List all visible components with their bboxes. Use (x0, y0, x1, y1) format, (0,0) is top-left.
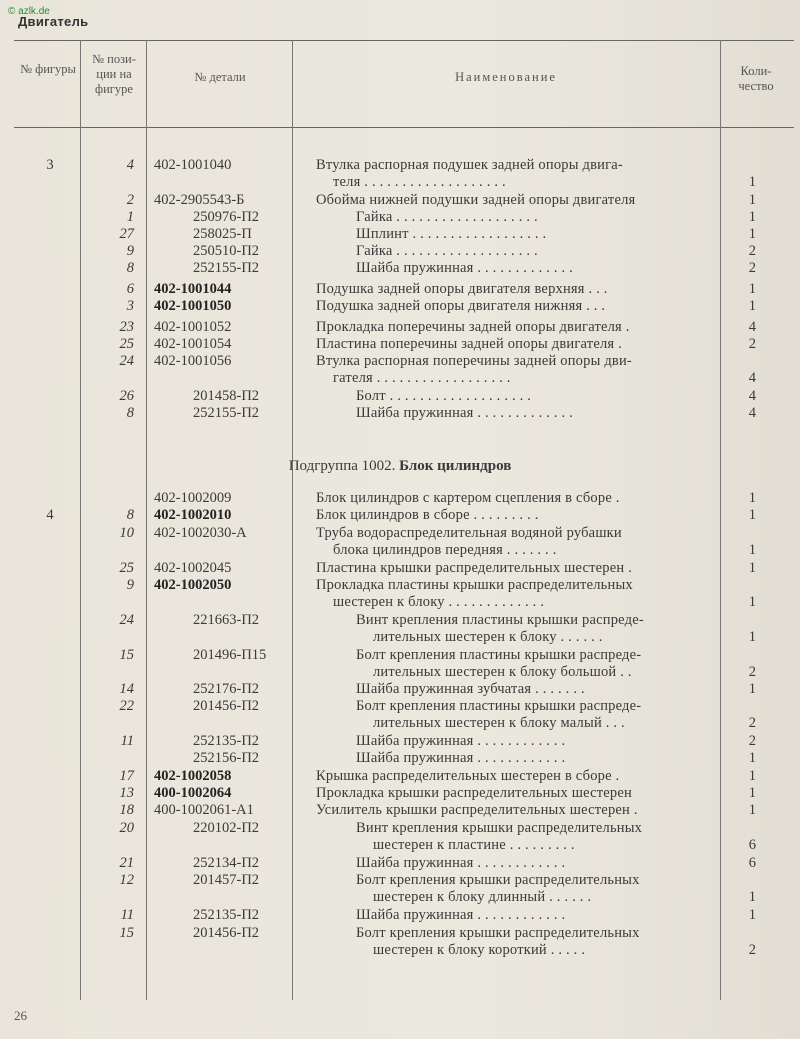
part-name: Болт крепления пластины крышки распреде- (356, 647, 642, 663)
quantity: 1 (748, 490, 756, 506)
part-name: лительных шестерен к блоку большой . . (373, 664, 632, 680)
table-row (0, 525, 800, 542)
quantity: 1 (748, 281, 756, 297)
part-number: 402-1002050 (154, 577, 232, 593)
part-name: Винт крепления пластины крышки распреде- (356, 612, 644, 628)
position-number: 4 (126, 157, 134, 173)
part-name: Пластина поперечины задней опоры двигателя . (316, 336, 622, 352)
table-row (0, 174, 800, 191)
quantity: 2 (748, 942, 756, 958)
position-number: 20 (119, 820, 134, 836)
table-row (0, 698, 800, 715)
table-row (0, 577, 800, 594)
part-number: 402-1002030-А (154, 525, 247, 541)
part-name: Прокладка пластины крышки распределительных (316, 577, 633, 593)
figure-number: 4 (46, 507, 54, 523)
part-number: 252155-П2 (193, 260, 260, 276)
quantity: 1 (748, 298, 756, 314)
quantity: 1 (748, 681, 756, 697)
part-name: Крышка распределительных шестерен в сборе . (316, 768, 620, 784)
quantity: 1 (748, 629, 756, 645)
part-number: 252155-П2 (193, 405, 260, 421)
quantity: 1 (748, 907, 756, 923)
table-row (0, 370, 800, 387)
position-number: 1 (126, 209, 134, 225)
table-row (0, 802, 800, 819)
part-name: шестерен к блоку длинный . . . . . . (373, 889, 592, 905)
part-name: шестерен к блоку . . . . . . . . . . . . . (333, 594, 545, 610)
part-number: 402-2905543-Б (154, 192, 245, 208)
position-number: 13 (119, 785, 134, 801)
quantity: 1 (748, 889, 756, 905)
position-number: 15 (119, 647, 134, 663)
part-name: шестерен к пластине . . . . . . . . . (373, 837, 575, 853)
part-number: 402-1002009 (154, 490, 232, 506)
part-name: Подушка задней опоры двигателя верхняя . . . (316, 281, 608, 297)
watermark: © azlk.de (8, 6, 50, 17)
part-name: Шайба пружинная . . . . . . . . . . . . . (356, 260, 573, 276)
part-name: Втулка распорная подушек задней опоры двига- (316, 157, 623, 173)
table-row (0, 298, 800, 315)
section-title: Двигатель (18, 14, 89, 29)
table-row (0, 889, 800, 906)
table-row (0, 664, 800, 681)
part-number: 258025-П (193, 226, 252, 242)
part-number: 201456-П2 (193, 925, 260, 941)
quantity: 2 (748, 260, 756, 276)
position-number: 3 (126, 298, 134, 314)
part-number: 252135-П2 (193, 733, 260, 749)
table-row (0, 281, 800, 298)
position-number: 8 (126, 260, 134, 276)
quantity: 1 (748, 226, 756, 242)
part-name: Шайба пружинная . . . . . . . . . . . . (356, 907, 566, 923)
position-number: 12 (119, 872, 134, 888)
part-name: Болт крепления пластины крышки распреде- (356, 698, 642, 714)
position-number: 8 (126, 405, 134, 421)
position-number: 24 (119, 612, 134, 628)
part-number: 402-1001052 (154, 319, 232, 335)
subgroup-title: Блок цилиндров (399, 458, 512, 474)
part-name: Шайба пружинная . . . . . . . . . . . . (356, 855, 566, 871)
position-number: 18 (119, 802, 134, 818)
quantity: 2 (748, 715, 756, 731)
part-name: Шайба пружинная зубчатая . . . . . . . (356, 681, 585, 697)
part-number: 402-1002045 (154, 560, 232, 576)
quantity: 1 (748, 542, 756, 558)
header-name: Наименование (455, 70, 557, 84)
table-row (0, 907, 800, 924)
table-row (0, 855, 800, 872)
position-number: 15 (119, 925, 134, 941)
quantity: 1 (748, 192, 756, 208)
part-number: 252135-П2 (193, 907, 260, 923)
position-number: 27 (119, 226, 134, 242)
table-row (0, 226, 800, 243)
part-name: Труба водораспределительная водяной рубашки (316, 525, 622, 541)
part-number: 252176-П2 (193, 681, 260, 697)
part-name: блока цилиндров передняя . . . . . . . (333, 542, 557, 558)
header-pos: № пози-ции на фигуре (92, 52, 136, 96)
table-row (0, 353, 800, 370)
table-row (0, 490, 800, 507)
position-number: 25 (119, 560, 134, 576)
table-row (0, 542, 800, 559)
part-number: 250976-П2 (193, 209, 260, 225)
part-name: Прокладка крышки распределительных шестерен (316, 785, 632, 801)
part-number: 400-1002061-А1 (154, 802, 254, 818)
position-number: 11 (120, 733, 134, 749)
table-row (0, 750, 800, 767)
quantity: 1 (748, 209, 756, 225)
part-number: 402-1002058 (154, 768, 232, 784)
header-part: № детали (194, 70, 246, 84)
quantity: 1 (748, 750, 756, 766)
part-name: теля . . . . . . . . . . . . . . . . . . . (333, 174, 506, 190)
part-name: Винт крепления крышки распределительных (356, 820, 643, 836)
table-top-rule (14, 40, 794, 41)
subgroup-heading (0, 458, 800, 475)
table-row (0, 243, 800, 260)
figure-number: 3 (46, 157, 54, 173)
table-row (0, 388, 800, 405)
table-row (0, 612, 800, 629)
part-number: 201457-П2 (193, 872, 260, 888)
position-number: 21 (119, 855, 134, 871)
quantity: 2 (748, 733, 756, 749)
part-name: Шайба пружинная . . . . . . . . . . . . (356, 750, 566, 766)
part-number: 252134-П2 (193, 855, 260, 871)
position-number: 22 (119, 698, 134, 714)
part-number: 402-1001044 (154, 281, 232, 297)
quantity: 4 (748, 319, 756, 335)
part-number: 201458-П2 (193, 388, 260, 404)
table-row (0, 192, 800, 209)
table-row (0, 405, 800, 422)
position-number: 2 (126, 192, 134, 208)
part-name: Гайка . . . . . . . . . . . . . . . . . . . (356, 209, 538, 225)
part-number: 402-1001056 (154, 353, 232, 369)
part-name: Гайка . . . . . . . . . . . . . . . . . . . (356, 243, 538, 259)
position-number: 17 (119, 768, 134, 784)
part-name: Шайба пружинная . . . . . . . . . . . . (356, 733, 566, 749)
part-name: Болт крепления крышки распределительных (356, 872, 640, 888)
part-name: лительных шестерен к блоку малый . . . (373, 715, 625, 731)
part-number: 400-1002064 (154, 785, 232, 801)
page-number: 26 (14, 1008, 27, 1023)
quantity: 6 (748, 855, 756, 871)
quantity: 1 (748, 785, 756, 801)
quantity: 2 (748, 664, 756, 680)
table-row (0, 260, 800, 277)
position-number: 6 (126, 281, 134, 297)
table-row (0, 507, 800, 524)
part-name: Болт . . . . . . . . . . . . . . . . . . . (356, 388, 532, 404)
quantity: 1 (748, 802, 756, 818)
table-row (0, 785, 800, 802)
part-number: 221663-П2 (193, 612, 260, 628)
part-name: Блок цилиндров с картером сцепления в сборе . (316, 490, 620, 506)
part-number: 201456-П2 (193, 698, 260, 714)
part-number: 402-1002010 (154, 507, 232, 523)
part-name: Втулка распорная поперечины задней опоры дви- (316, 353, 632, 369)
part-name: лительных шестерен к блоку . . . . . . (373, 629, 603, 645)
part-number: 220102-П2 (193, 820, 260, 836)
subgroup-prefix: Подгруппа 1002. (288, 458, 396, 474)
table-row (0, 209, 800, 226)
header-fig: № фигуры (20, 62, 76, 76)
table-row (0, 647, 800, 664)
part-name: Шайба пружинная . . . . . . . . . . . . . (356, 405, 573, 421)
part-name: Подушка задней опоры двигателя нижняя . . . (316, 298, 606, 314)
table-row (0, 768, 800, 785)
quantity: 2 (748, 336, 756, 352)
table-row (0, 319, 800, 336)
table-row (0, 681, 800, 698)
part-name: Обойма нижней подушки задней опоры двигателя (316, 192, 636, 208)
table-row (0, 820, 800, 837)
position-number: 9 (126, 243, 134, 259)
quantity: 1 (748, 507, 756, 523)
part-name: шестерен к блоку короткий . . . . . (373, 942, 586, 958)
header-bottom-rule (14, 127, 794, 128)
position-number: 9 (126, 577, 134, 593)
part-number: 402-1001054 (154, 336, 232, 352)
part-name: гателя . . . . . . . . . . . . . . . . . . (333, 370, 511, 386)
part-name: Пластина крышки распределительных шестерен . (316, 560, 632, 576)
quantity: 6 (748, 837, 756, 853)
position-number: 11 (120, 907, 134, 923)
part-name: Прокладка поперечины задней опоры двигателя . (316, 319, 630, 335)
quantity: 4 (748, 405, 756, 421)
table-row (0, 837, 800, 854)
position-number: 23 (119, 319, 134, 335)
quantity: 1 (748, 560, 756, 576)
position-number: 24 (119, 353, 134, 369)
quantity: 1 (748, 174, 756, 190)
part-number: 402-1001050 (154, 298, 232, 314)
part-number: 250510-П2 (193, 243, 260, 259)
table-row (0, 715, 800, 732)
quantity: 4 (748, 370, 756, 386)
position-number: 25 (119, 336, 134, 352)
part-number: 402-1001040 (154, 157, 232, 173)
table-row (0, 336, 800, 353)
quantity: 1 (748, 768, 756, 784)
position-number: 26 (119, 388, 134, 404)
position-number: 14 (119, 681, 134, 697)
position-number: 8 (126, 507, 134, 523)
position-number: 10 (119, 525, 134, 541)
table-row (0, 925, 800, 942)
part-name: Шплинт . . . . . . . . . . . . . . . . . . (356, 226, 547, 242)
table-row (0, 157, 800, 174)
quantity: 4 (748, 388, 756, 404)
table-row (0, 560, 800, 577)
part-number: 252156-П2 (193, 750, 260, 766)
part-name: Болт крепления крышки распределительных (356, 925, 640, 941)
quantity: 2 (748, 243, 756, 259)
part-number: 201496-П15 (193, 647, 267, 663)
part-name: Блок цилиндров в сборе . . . . . . . . . (316, 507, 539, 523)
table-row (0, 594, 800, 611)
table-row (0, 733, 800, 750)
part-name: Усилитель крышки распределительных шестерен . (316, 802, 638, 818)
table-row (0, 942, 800, 959)
table-row (0, 872, 800, 889)
quantity: 1 (748, 594, 756, 610)
table-row (0, 629, 800, 646)
header-qty: Коли-чество (738, 64, 774, 93)
